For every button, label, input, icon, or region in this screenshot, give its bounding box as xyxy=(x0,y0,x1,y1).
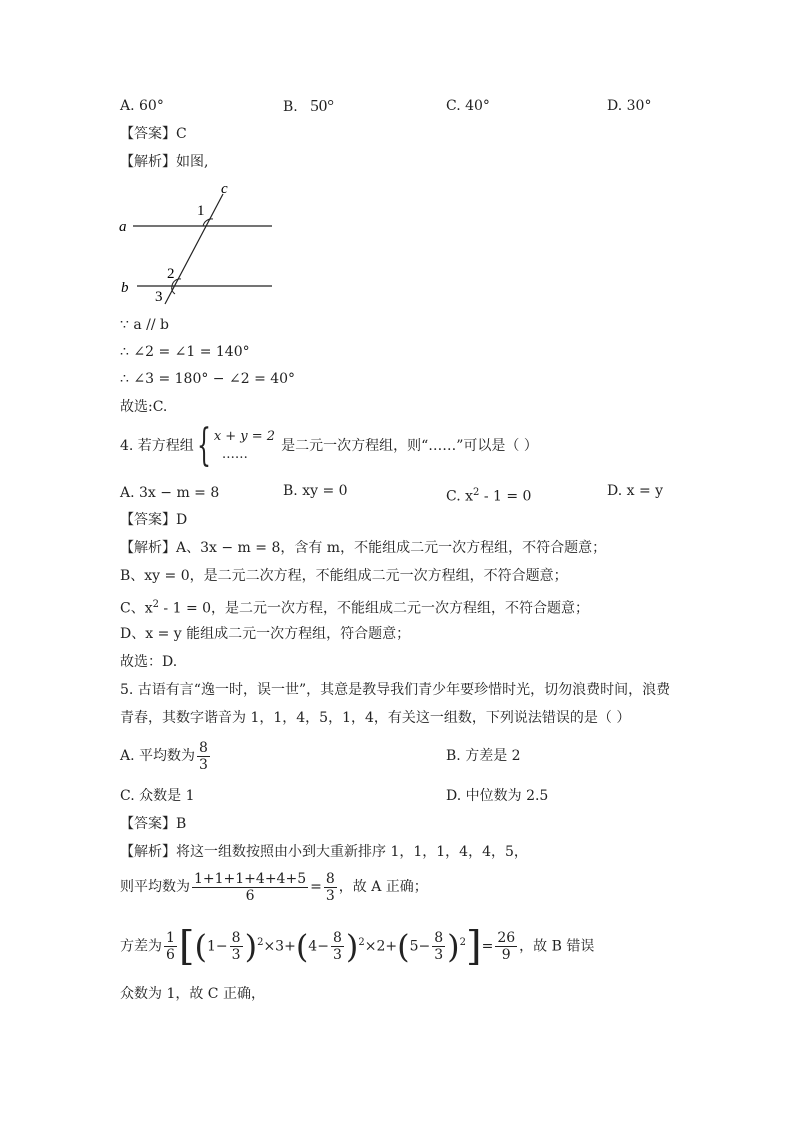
label-c: c xyxy=(221,181,228,197)
q5-mean-post: ，故 A 正确； xyxy=(338,879,428,895)
q5-var-six: 6 xyxy=(166,947,175,964)
q5-mean-line xyxy=(120,868,428,906)
q5-var-t1-den: 3 xyxy=(231,947,241,964)
q3-option-b-value: 50° xyxy=(310,96,335,115)
q4-analysis-c-pre: C、x xyxy=(120,600,153,617)
q4-analysis-c-sup: 2 xyxy=(152,599,159,610)
q5-mean-num: 1+1+1+4+4+5 xyxy=(194,870,307,887)
q4-option-c-sup: 2 xyxy=(473,487,480,498)
q5-var-t3-num: 8 xyxy=(434,930,444,947)
q4-conclusion: 故选：D. xyxy=(120,654,178,670)
q5-stem-line1: 5. 古语有言“逸一时，误一世”，其意是教导我们青少年要珍惜时光，切勿浪费时间，浪费 xyxy=(120,682,671,698)
q5-var-post: ，故 B 错误 xyxy=(519,938,595,955)
left-paren-icon: ( xyxy=(397,927,410,966)
q5-var-t2-num: 8 xyxy=(332,930,342,947)
q5-mean-pre: 则平均数为 xyxy=(120,879,190,895)
right-paren-icon: ) xyxy=(244,927,258,966)
q5-option-b: B. 方差是 2 xyxy=(446,748,521,764)
q3-answer: 【答案】C xyxy=(120,126,187,142)
q5-option-d: D. 中位数为 2.5 xyxy=(446,788,549,804)
label-b: b xyxy=(121,280,129,296)
q5-var-t2-den: 3 xyxy=(332,947,342,964)
label-angle-2: 2 xyxy=(167,266,175,282)
q3-option-d: D. 30° xyxy=(607,98,652,114)
q4-analysis-c xyxy=(120,595,589,619)
q5-mean-eq: = xyxy=(310,879,322,895)
parallel-lines-figure xyxy=(115,180,285,310)
q5-var-one: 1 xyxy=(166,930,175,947)
q5-option-c: C. 众数是 1 xyxy=(120,788,195,804)
q3-option-b xyxy=(283,96,334,117)
q5-var-t2: 4− xyxy=(308,938,329,955)
q5-var-x3: ×3+ xyxy=(263,938,296,955)
right-paren-icon: ) xyxy=(345,927,359,966)
q4-analysis-c-post: - 1 = 0，是二元一次方程，不能组成二元一次方程组，不符合题意； xyxy=(158,600,590,617)
q5-var-res-frac xyxy=(495,930,517,963)
q4-option-c-pre: C. x xyxy=(446,488,474,505)
q5-var-t1-num: 8 xyxy=(231,930,241,947)
q4-analysis-b: B、xy = 0，是二元二次方程，不能组成二元一次方程组，不符合题意； xyxy=(120,568,568,584)
q5-mean-den: 6 xyxy=(245,887,255,904)
q4-option-a: A. 3x − m = 8 xyxy=(120,485,220,501)
left-paren-icon: ( xyxy=(295,927,309,966)
q3-step1: ∵ a // b xyxy=(120,317,169,333)
q5-mean-res-frac xyxy=(324,871,337,904)
q5-option-a-den: 3 xyxy=(199,756,208,773)
label-a: a xyxy=(119,219,127,235)
q4-system xyxy=(214,428,275,464)
q5-var-t3-sq: 2 xyxy=(459,937,466,948)
q5-var-t1-frac xyxy=(230,930,243,963)
q4-option-c xyxy=(446,483,531,507)
q3-option-c: C. 40° xyxy=(446,98,490,114)
q4-answer: 【答案】D xyxy=(120,512,188,528)
q5-var-res-den: 9 xyxy=(501,947,511,964)
q5-mean-res-num: 8 xyxy=(325,870,335,887)
q5-mean-res-den: 3 xyxy=(325,887,335,904)
q5-variance-line xyxy=(120,918,594,972)
q5-mean-frac xyxy=(192,871,308,904)
q5-var-t3-frac xyxy=(432,930,445,963)
q5-var-t2-frac xyxy=(331,930,344,963)
q5-analysis-sort: 【解析】将这一组数按照由小到大重新排序 1，1，1，4，4，5， xyxy=(120,844,528,860)
q3-step3: ∴ ∠3 = 180° − ∠2 = 40° xyxy=(120,371,296,387)
q4-option-c-post: - 1 = 0 xyxy=(479,488,532,505)
q5-var-pre: 方差为 xyxy=(120,938,162,955)
q5-option-a-pre: A. 平均数为 xyxy=(120,748,196,764)
q5-var-t3: 5− xyxy=(409,938,431,955)
q5-var-res-num: 26 xyxy=(497,930,516,947)
q4-analysis-d: D、x = y 能组成二元一次方程组，符合题意； xyxy=(120,626,411,642)
q4-prefix: 4. 若方程组 xyxy=(120,438,194,454)
q5-answer: 【答案】B xyxy=(120,816,187,832)
q5-var-t2-sq: 2 xyxy=(358,937,365,948)
label-angle-3: 3 xyxy=(155,289,163,305)
left-paren-icon: ( xyxy=(194,927,208,966)
q4-eq2: …… xyxy=(221,447,248,462)
q4-option-d: D. x = y xyxy=(607,483,664,499)
q3-analysis-intro: 【解析】如图, xyxy=(120,154,209,170)
brace-icon: { xyxy=(196,420,211,471)
q5-var-x2: ×2+ xyxy=(364,938,398,955)
q3-option-b-label: B. xyxy=(283,99,298,115)
q3-step2: ∴ ∠2 = ∠1 = 140° xyxy=(120,344,250,360)
q4-eq1: x + y = 2 xyxy=(213,429,276,444)
q3-option-a: A. 60° xyxy=(120,98,164,114)
q5-option-a xyxy=(120,738,212,774)
q3-conclusion: 故选:C. xyxy=(120,399,168,415)
q5-option-a-num: 8 xyxy=(199,739,208,756)
q5-var-eq: = xyxy=(481,938,494,955)
q5-var-one-sixth xyxy=(164,930,177,963)
q5-option-a-frac xyxy=(197,740,210,773)
line-c xyxy=(165,194,223,304)
q5-mode-line: 众数为 1，故 C 正确， xyxy=(120,986,265,1002)
left-bracket-icon: [ xyxy=(178,923,195,970)
q5-var-t1-sq: 2 xyxy=(257,937,264,948)
right-paren-icon: ) xyxy=(447,927,460,966)
q4-analysis-a: 【解析】A、3x − m = 8，含有 m，不能组成二元一次方程组，不符合题意； xyxy=(120,540,607,556)
right-bracket-icon: ] xyxy=(466,923,482,970)
q5-stem-line2: 青春，其数字谐音为 1，1，4，5，1，4，有关这一组数，下列说法错误的是（ ） xyxy=(120,710,631,726)
q5-var-t1: 1− xyxy=(207,938,228,955)
q4-suffix: 是二元一次方程组，则“……”可以是（ ） xyxy=(281,438,538,454)
q5-var-t3-den: 3 xyxy=(434,947,444,964)
q4-option-b: B. xy = 0 xyxy=(283,483,348,499)
q4-stem xyxy=(120,420,538,471)
label-angle-1: 1 xyxy=(197,203,205,219)
